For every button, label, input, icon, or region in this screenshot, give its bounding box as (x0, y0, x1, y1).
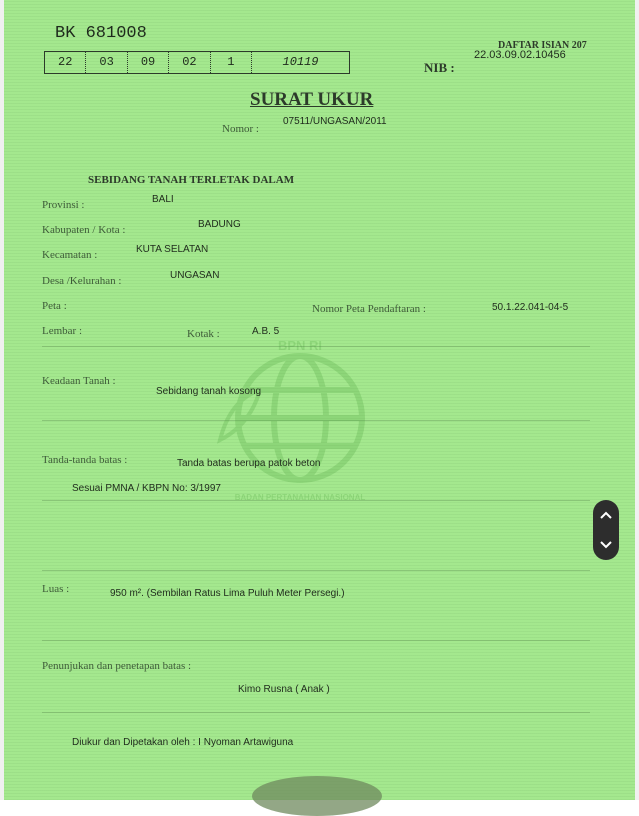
nomor-label: Nomor : (222, 123, 259, 135)
register-cell: 10119 (282, 55, 319, 69)
tanda-batas-value: Tanda batas berupa patok beton (177, 458, 321, 469)
penunjukan-label: Penunjukan dan penetapan batas : (42, 660, 192, 672)
ruled-line (42, 640, 590, 641)
diukur-value: Diukur dan Dipetakan oleh : I Nyoman Artawiguna (72, 737, 294, 748)
kecamatan-value: KUTA SELATAN (136, 244, 209, 255)
daftar-isian-label: DAFTAR ISIAN 207 (498, 40, 587, 51)
register-cell: 1 (211, 52, 252, 73)
register-cell: 03 (86, 52, 127, 73)
bk-number: BK 681008 (55, 24, 147, 43)
register-cell: 09 (128, 52, 169, 73)
kotak-label: Kotak : (187, 328, 220, 340)
kotak-value: A.B. 5 (252, 326, 280, 337)
bottom-emblem (252, 776, 382, 816)
nib-value: 22.03.09.02.10456 (474, 49, 566, 61)
tanda-batas-label: Tanda-tanda batas : (42, 454, 128, 466)
chevron-down-icon[interactable] (600, 541, 612, 549)
penunjukan-value: Kimo Rusna ( Anak ) (238, 684, 330, 695)
luas-label: Luas : (42, 583, 70, 595)
right-page-edge (635, 0, 639, 800)
keadaan-label: Keadaan Tanah : (42, 375, 116, 387)
register-cell: 02 (169, 52, 210, 73)
page-scroll-control[interactable] (593, 500, 619, 560)
keadaan-value: Sebidang tanah kosong (156, 386, 262, 397)
watermark-top-text: BPN RI (277, 338, 323, 353)
chevron-up-icon[interactable] (600, 511, 612, 519)
desa-value: UNGASAN (170, 270, 220, 281)
provinsi-label: Provinsi : (42, 199, 85, 211)
peta-label: Peta : (42, 300, 67, 312)
document-title: SURAT UKUR (250, 89, 374, 110)
sesuai-value: Sesuai PMNA / KBPN No: 3/1997 (72, 483, 221, 494)
bpn-globe-watermark (200, 330, 400, 520)
provinsi-value: BALI (152, 194, 174, 205)
kecamatan-label: Kecamatan : (42, 249, 98, 261)
nomor-peta-label: Nomor Peta Pendaftaran : (312, 303, 426, 315)
left-page-edge (0, 0, 4, 800)
luas-value: 950 m². (Sembilan Ratus Lima Puluh Meter Persegi.) (110, 588, 345, 599)
nomor-value: 07511/UNGASAN/2011 (283, 116, 387, 127)
watermark-bottom-text: BADAN PERTANAHAN NASIONAL (234, 493, 366, 502)
register-cell: 22 (45, 52, 86, 73)
lembar-label: Lembar : (42, 325, 83, 337)
nomor-peta-value: 50.1.22.041-04-5 (492, 302, 569, 313)
register-number-box (44, 51, 350, 74)
location-heading: SEBIDANG TANAH TERLETAK DALAM (88, 174, 295, 186)
nib-label: NIB : (424, 60, 455, 75)
ruled-line (42, 712, 590, 713)
ruled-line (42, 570, 590, 571)
kabupaten-value: BADUNG (198, 219, 241, 230)
kabupaten-label: Kabupaten / Kota : (42, 224, 126, 236)
desa-label: Desa /Kelurahan : (42, 275, 122, 287)
